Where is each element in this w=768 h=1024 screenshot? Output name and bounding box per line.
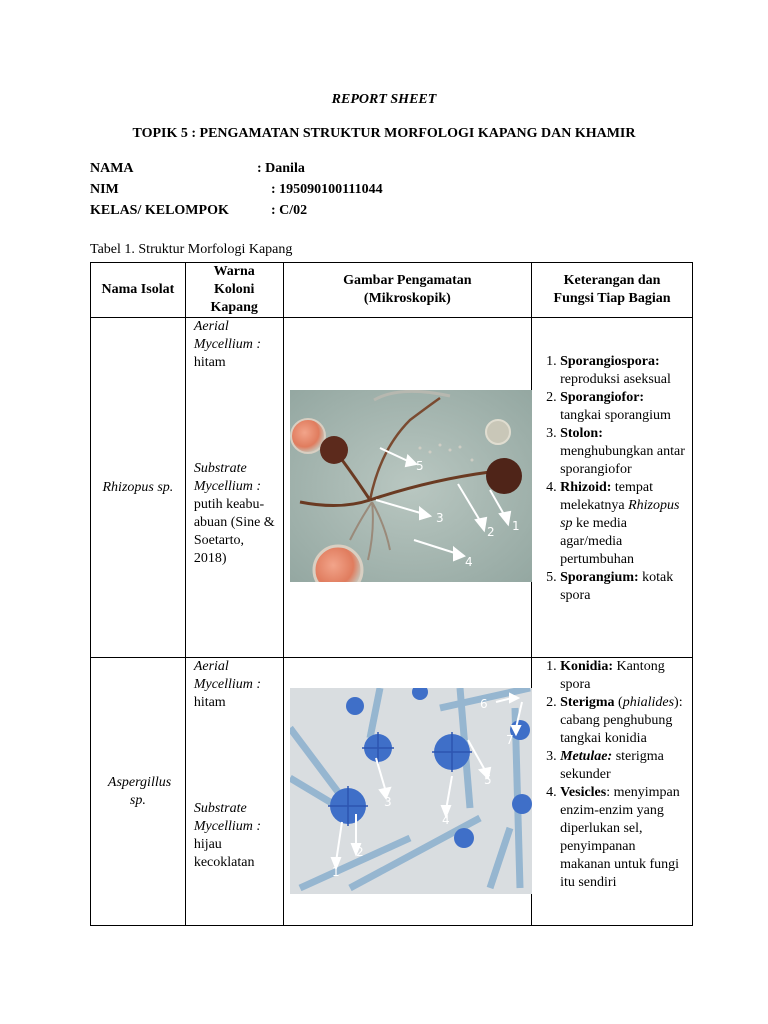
info-value-nim: : 195090100111044 [271, 182, 383, 197]
table-header-row [91, 263, 693, 318]
table-caption: Tabel 1. Struktur Morfologi Kapang [90, 242, 293, 257]
photo-label: 5 [415, 459, 424, 473]
info-label-nim: NIM [90, 182, 119, 197]
photo-cell [283, 318, 531, 658]
photo-label: 2 [355, 845, 364, 859]
photo-label: 3 [435, 511, 444, 525]
table-row [91, 318, 693, 658]
description-cell [532, 658, 693, 926]
rhizopus-micrograph [290, 390, 532, 582]
list-item: 3. Metulae: sterigma sekunder [560, 748, 686, 784]
description-list [532, 658, 686, 892]
aerial-mycelium: Aerial Mycellium : hitam [193, 659, 262, 710]
header-warna-koloni: Warna Koloni Kapang [185, 263, 283, 318]
header-keterangan: Keterangan dan Fungsi Tiap Bagian [532, 263, 693, 318]
photo-label: 1 [331, 865, 340, 879]
aspergillus-micrograph [290, 688, 532, 894]
list-item: 1. Konidia: Kantong spora [560, 658, 686, 694]
list-item: 4. Rhizoid: tempat melekatnya Rhizopus sp ke media agar/media pertumbuhan [560, 479, 686, 569]
aerial-mycelium: Aerial Mycellium : hitam [193, 319, 262, 370]
colony-color-cell [185, 658, 283, 926]
morphology-table [90, 262, 693, 926]
list-item: 5. Sporangium: kotak spora [560, 569, 686, 605]
list-item: 2. Sterigma (phialides): cabang penghubung tangkai konidia [560, 694, 686, 748]
photo-label: 4 [464, 555, 473, 569]
photo-cell [283, 658, 531, 926]
topic-heading: TOPIK 5 : PENGAMATAN STRUKTUR MORFOLOGI KAPANG DAN KHAMIR [132, 126, 636, 141]
photo-label: 2 [486, 525, 495, 539]
photo-label: 5 [483, 773, 492, 787]
photo-label: 6 [479, 697, 488, 711]
list-item: 3. Stolon: menghubungkan antar sporangiofor [560, 425, 686, 479]
info-value-nama: : Danila [257, 161, 305, 176]
info-label-nama: NAMA [90, 161, 134, 176]
isolate-name: Rhizopus sp. [91, 318, 186, 658]
list-item: 1. Sporangiospora: reproduksi aseksual [560, 353, 686, 389]
header-nama-isolat: Nama Isolat [91, 263, 186, 318]
table-row [91, 658, 693, 926]
isolate-name: Aspergillus sp. [91, 658, 186, 926]
substrate-mycelium: Substrate Mycellium : hijau kecoklatan [193, 801, 262, 870]
substrate-mycelium: Substrate Mycellium : putih keabu-abuan (Sine & Soetarto, 2018) [193, 461, 275, 566]
header-gambar: Gambar Pengamatan (Mikroskopik) [283, 263, 531, 318]
photo-label: 1 [511, 519, 520, 533]
list-item: 2. Sporangiofor: tangkai sporangium [560, 389, 686, 425]
photo-label: 3 [383, 795, 392, 809]
report-title: REPORT SHEET [331, 92, 437, 107]
description-cell [532, 318, 693, 658]
photo-label: 7 [505, 733, 514, 747]
colony-color-cell [185, 318, 283, 658]
list-item: 4. Vesicles: menyimpan enzim-enzim yang diperlukan sel, penyimpanan makanan untuk fungi itu sendiri [560, 784, 686, 892]
description-list [532, 353, 686, 605]
photo-label: 4 [441, 813, 450, 827]
info-value-kelas: : C/02 [271, 203, 308, 218]
info-label-kelas: KELAS/ KELOMPOK [90, 203, 229, 218]
